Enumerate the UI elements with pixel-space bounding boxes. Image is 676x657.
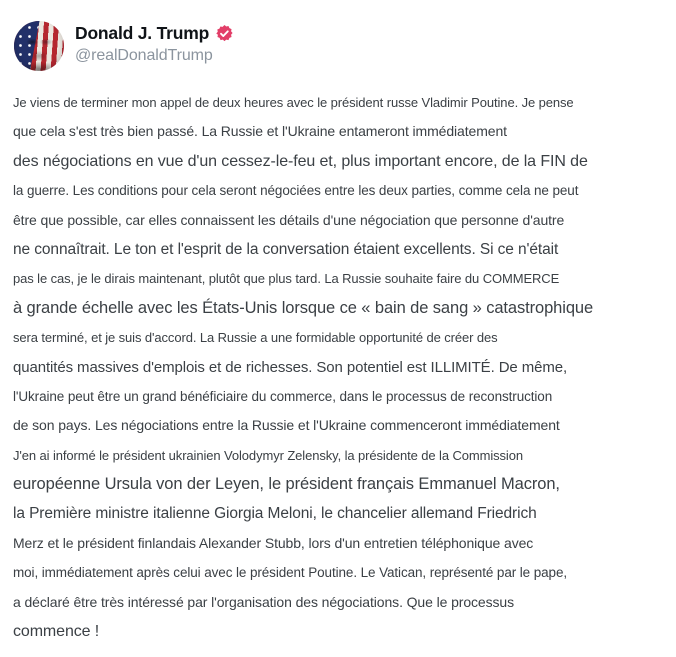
author-block (75, 21, 234, 65)
post-text-line: l'Ukraine peut être un grand bénéficiaire du commerce, dans le processus de reconstruction (13, 388, 553, 404)
avatar[interactable] (14, 21, 64, 71)
post-text-line: Merz et le président finlandais Alexander Stubb, lors d'un entretien téléphonique avec (13, 534, 534, 551)
post-text-line: européenne Ursula von der Leyen, le président français Emmanuel Macron, (13, 475, 560, 494)
post-header (0, 0, 676, 71)
post-text-line: de son pays. Les négociations entre la Russie et l'Ukraine commenceront immédiatement (13, 417, 560, 434)
post-body (0, 71, 676, 646)
post-text-line: quantités massives d'emplois et de richesses. Son potentiel est ILLIMITÉ. De même, (13, 358, 568, 376)
post-text-line: ne connaîtrait. Le ton et l'esprit de la conversation étaient excellents. Si ce n'était (13, 240, 559, 258)
post-text-line: commence ! (13, 623, 100, 641)
post-text-line: J'en ai informé le président ukrainien Volodymyr Zelensky, la présidente de la Commission (13, 447, 523, 463)
post-text-line: Je viens de terminer mon appel de deux heures avec le président russe Vladimir Poutine. Je pense (13, 95, 574, 110)
post-text-line: être que possible, car elles connaissent les détails d'une négociation que personne d'autre (13, 211, 565, 228)
author-name[interactable]: Donald J. Trump (75, 23, 210, 43)
verified-badge-icon (215, 24, 234, 43)
author-handle[interactable]: @realDonaldTrump (75, 47, 213, 64)
post-text-line: sera terminé, et je suis d'accord. La Russie a une formidable opportunité de créer des (13, 330, 498, 346)
post-text-line: moi, immédiatement après celui avec le président Poutine. Le Vatican, représenté par le pape, (13, 565, 568, 581)
post-text-line: la guerre. Les conditions pour cela seront négociées entre les deux parties, comme cela ne peut (13, 183, 579, 199)
post-text-line: à grande échelle avec les États-Unis lorsque ce « bain de sang » catastrophique (13, 298, 594, 317)
post-text-line: a déclaré être très intéressé par l'organisation des négociations. Que le processus (13, 593, 514, 610)
post-text-line: que cela s'est très bien passé. La Russie et l'Ukraine entameront immédiatement (13, 123, 507, 140)
avatar-face-shading (14, 21, 64, 71)
author-name-row (75, 23, 234, 44)
post-text-line: la Première ministre italienne Giorgia Meloni, le chancelier allemand Friedrich (13, 505, 537, 523)
post-text-line: des négociations en vue d'un cessez-le-feu et, plus important encore, de la FIN de (13, 152, 588, 170)
post-text-line: pas le cas, je le dirais maintenant, plutôt que plus tard. La Russie souhaite faire du COMMERCE (13, 271, 560, 287)
